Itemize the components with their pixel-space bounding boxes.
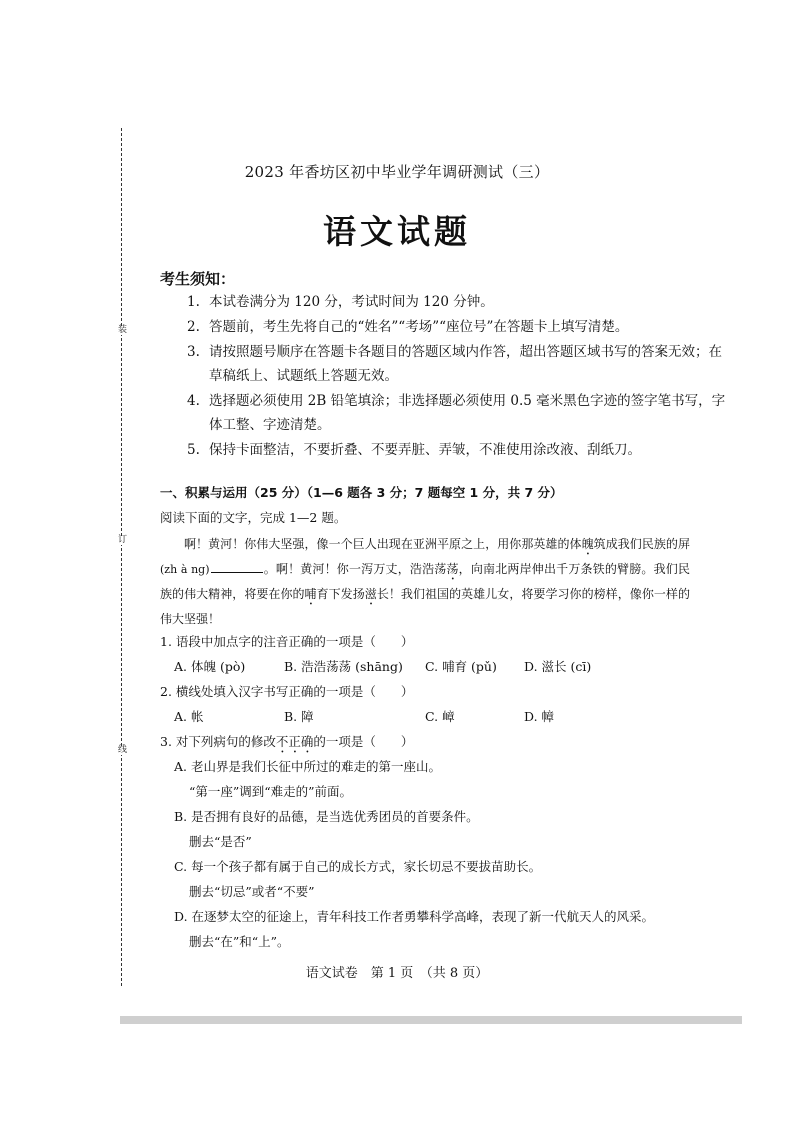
option-b: B. 浩浩荡荡 (shāng) <box>284 659 403 674</box>
binding-dashed-line <box>121 128 122 986</box>
question-2-options <box>174 707 694 725</box>
notice-item <box>187 315 732 339</box>
option-b: B. 障 <box>284 709 314 724</box>
q3-option-d-fix: 删去“在”和“上”。 <box>189 934 290 949</box>
notice-number: 1. <box>187 294 200 310</box>
reading-passage <box>160 533 690 632</box>
q3-option-d-sentence: D. 在逐梦太空的征途上，青年科技工作者勇攀科学高峰，表现了新一代航天人的风采。 <box>174 909 655 924</box>
pinyin-hint: (zh à ng) <box>160 563 210 576</box>
notice-text: 选择题必须使用 2B 铅笔填涂；非选择题必须使用 0.5 毫米黑色字迹的签字笔书写，字体工整、字迹清楚。 <box>209 393 726 433</box>
exam-title: 2023 年香坊区初中毕业学年调研测试（三） <box>244 163 550 181</box>
binding-char-zhuang: 装 <box>118 325 128 335</box>
stem-text: 3. 对下列病句的修改 <box>160 734 276 749</box>
passage-text: 筑成我们民族的屏 <box>593 537 690 551</box>
passage-text: 长！我们祖国的英雄儿女，将要学习你的榜样，像你一样的伟大坚强！ <box>160 587 690 626</box>
notice-number: 2. <box>187 319 200 335</box>
dotted-char-bu: 哺 <box>304 587 317 601</box>
notice-number: 3. <box>187 344 200 360</box>
option-d: D. 幛 <box>524 709 555 724</box>
notice-number: 5. <box>187 442 200 458</box>
option-d: D. 滋长 (cī) <box>524 659 592 674</box>
fill-blank <box>211 560 263 573</box>
notice-list <box>187 290 732 462</box>
dotted-emphasis: 不正确 <box>275 734 314 749</box>
dotted-char-po: 魄 <box>581 537 594 551</box>
passage-text: ，向南北两岸伸出千万条铁的臂膀。我们民族的伟大精神，将要在你的 <box>160 562 690 601</box>
passage-text: 育下发扬 <box>316 587 365 601</box>
notice-text: 请按照题号顺序在答题卡各题目的答题区域内作答，超出答题区域书写的答案无效；在草稿纸上、试题纸上答题无效。 <box>209 344 722 384</box>
q3-option-b-fix: 删去“是否” <box>189 834 252 849</box>
option-c: C. 哺育 (pǔ) <box>425 659 497 674</box>
reading-instruction: 阅读下面的文字，完成 1—2 题。 <box>160 510 347 525</box>
binding-char-xian: 线 <box>118 745 128 755</box>
notice-item <box>187 438 732 462</box>
notice-item <box>187 290 732 314</box>
option-c: C. 嶂 <box>425 709 455 724</box>
notice-heading: 考生须知： <box>160 270 236 288</box>
page-footer: 语文试卷 第 1 页 （共 8 页） <box>305 966 489 981</box>
subject-title: 语文试题 <box>323 212 471 251</box>
notice-item <box>187 340 732 388</box>
stem-text: 的一项是（ ） <box>313 734 414 749</box>
dotted-char-zi: 滋 <box>364 587 377 601</box>
question-2-stem: 2. 横线处填入汉字书写正确的一项是（ ） <box>160 684 414 699</box>
notice-item <box>187 389 732 437</box>
passage-paragraph <box>160 533 690 632</box>
question-1-stem: 1. 语段中加点字的注音正确的一项是（ ） <box>160 634 414 649</box>
q3-option-c-sentence: C. 每一个孩子都有属于自己的成长方式，家长切忌不要拔苗助长。 <box>174 859 542 874</box>
option-a: A. 帐 <box>174 709 204 724</box>
option-a: A. 体魄 (pò) <box>174 659 246 674</box>
section-heading: 一、积累与运用（25 分）（1—6 题各 3 分；7 题每空 1 分，共 7 分） <box>160 485 563 500</box>
q3-option-a-sentence: A. 老山界是我们长征中所过的难走的第一座山。 <box>174 759 441 774</box>
notice-text: 答题前，考生先将自己的“姓名”“考场”“座位号”在答题卡上填写清楚。 <box>209 319 629 335</box>
notice-text: 保持卡面整洁，不要折叠、不要弄脏、弄皱，不准使用涂改液、刮纸刀。 <box>209 442 641 458</box>
page-separator-bar <box>120 1016 742 1024</box>
q3-option-c-fix: 删去“切忌”或者“不要” <box>189 884 315 899</box>
notice-number: 4. <box>187 393 200 409</box>
notice-text: 本试卷满分为 120 分，考试时间为 120 分钟。 <box>209 294 494 310</box>
passage-text: 啊！黄河！你伟大坚强，像一个巨人出现在亚洲平原之上，用你那英雄的体 <box>184 537 582 551</box>
q3-option-a-fix: “第一座”调到“难走的”前面。 <box>189 784 353 799</box>
dotted-char-dang: 荡 <box>446 562 459 576</box>
binding-char-ding: 订 <box>118 535 128 545</box>
question-3-stem <box>160 732 413 756</box>
question-1-options <box>174 657 694 675</box>
passage-text: 。啊！黄河！你一泻万丈，浩浩荡 <box>263 562 447 576</box>
q3-option-b-sentence: B. 是否拥有良好的品德，是当选优秀团员的首要条件。 <box>174 809 479 824</box>
